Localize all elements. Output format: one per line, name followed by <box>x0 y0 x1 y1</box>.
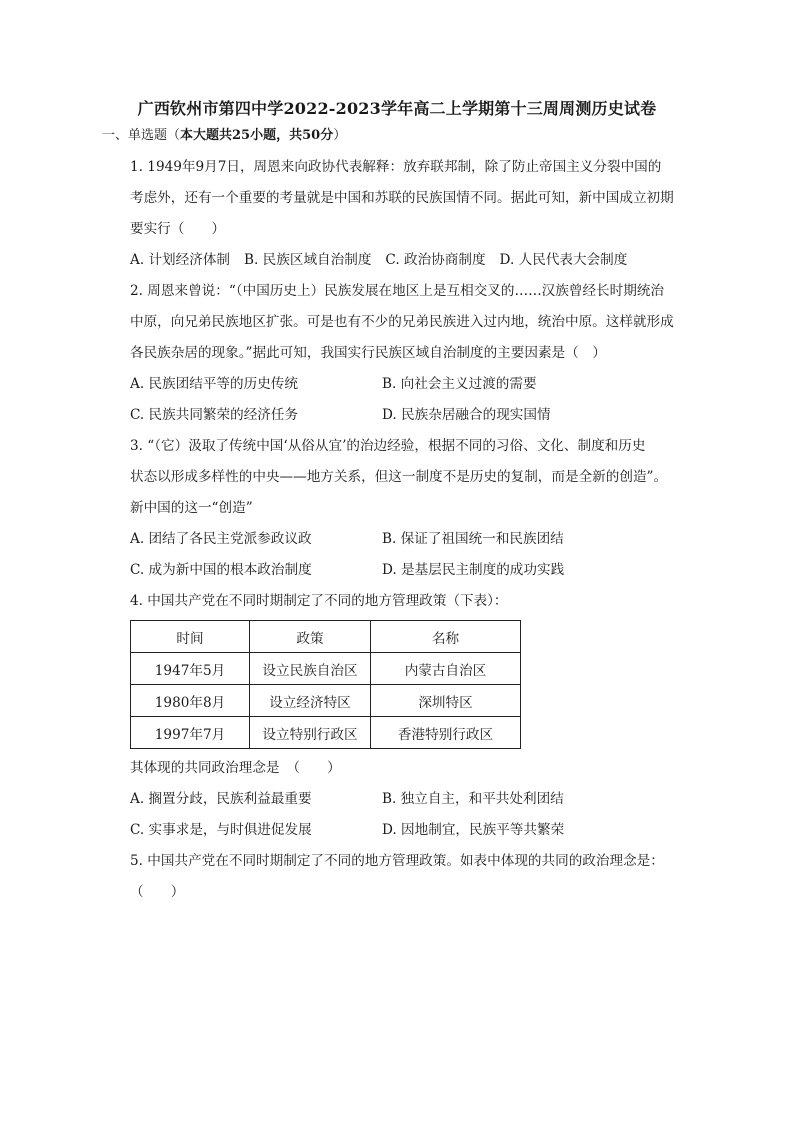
question-line: 新中国的这一“创造” <box>130 500 253 516</box>
section-label: 一、单选题（ <box>102 128 181 143</box>
option-d[interactable]: D. 因地制宜，民族平等共繁荣 <box>382 822 565 838</box>
question-line: 1. 1949年9月7日，周恩来向政协代表解释：放弃联邦制，除了防止帝国主义分裂中国的 <box>130 159 662 175</box>
question-line: 中原，向兄弟民族地区扩张。可是也有不少的兄弟民族进入过内地，统治中原。这样就形成 <box>130 314 674 330</box>
question-list <box>130 152 700 908</box>
table-row <box>131 685 521 717</box>
policy-table <box>130 620 521 749</box>
question-3 <box>130 431 700 586</box>
option-a[interactable]: A. 计划经济体制 <box>130 252 231 268</box>
section-heading <box>102 124 346 143</box>
table-cell: 1980年8月 <box>131 685 250 717</box>
question-line: 4. 中国共产党在不同时期制定了不同的地方管理政策（下表）： <box>130 593 508 609</box>
option-d[interactable]: D. 是基层民主制度的成功实践 <box>382 562 565 578</box>
question-5 <box>130 846 700 908</box>
table-cell: 设立特别行政区 <box>250 717 371 749</box>
table-row <box>131 717 521 749</box>
option-a[interactable]: A. 民族团结平等的历史传统 <box>130 376 298 392</box>
question-4 <box>130 586 700 846</box>
table-header-row <box>131 621 521 653</box>
table-cell: 深圳特区 <box>371 685 521 717</box>
option-b[interactable]: B. 独立自主，和平共处利团结 <box>382 791 564 807</box>
question-line: 要实行（ ） <box>130 221 226 237</box>
option-c[interactable]: C. 实事求是，与时俱进促发展 <box>130 822 312 838</box>
options-row <box>130 524 700 555</box>
option-d[interactable]: D. 人民代表大会制度 <box>499 252 628 268</box>
table-row <box>131 653 521 685</box>
section-detail: 本大题共25小题，共50分 <box>180 128 334 143</box>
options-row <box>130 245 700 276</box>
question-line: 5. 中国共产党在不同时期制定了不同的地方管理政策。如表中体现的共同的政治理念是： <box>130 853 664 869</box>
table-cell: 内蒙古自治区 <box>371 653 521 685</box>
option-b[interactable]: B. 向社会主义过渡的需要 <box>382 376 537 392</box>
table-cell: 设立经济特区 <box>250 685 371 717</box>
option-a[interactable]: A. 搁置分歧，民族利益最重要 <box>130 791 312 807</box>
option-c[interactable]: C. 政治协商制度 <box>385 252 486 268</box>
table-header-cell: 时间 <box>131 621 250 653</box>
question-line: 状态以形成多样性的中央——地方关系，但这一制度不是历史的复制，而是全新的创造”。 <box>130 469 668 485</box>
options-row <box>130 400 700 431</box>
options-row <box>130 784 700 815</box>
options-row <box>130 815 700 846</box>
question-line: 2. 周恩来曾说：“（中国历史上）民族发展在地区上是互相交叉的……汉族曾经长时期统治 <box>130 283 665 299</box>
option-a[interactable]: A. 团结了各民主党派参政议政 <box>130 531 312 547</box>
question-2 <box>130 276 700 431</box>
option-b[interactable]: B. 保证了祖国统一和民族团结 <box>382 531 564 547</box>
table-cell: 1997年7月 <box>131 717 250 749</box>
question-line: 3. “（它）汲取了传统中国‘从俗从宜’的治边经验，根据不同的习俗、文化、制度和历史 <box>130 438 646 454</box>
table-header-cell: 名称 <box>371 621 521 653</box>
question-line: 考虑外，还有一个重要的考量就是中国和苏联的民族国情不同。据此可知，新中国成立初期 <box>130 190 674 206</box>
table-header-cell: 政策 <box>250 621 371 653</box>
option-c[interactable]: C. 成为新中国的根本政治制度 <box>130 562 312 578</box>
table-cell: 1947年5月 <box>131 653 250 685</box>
section-close: ） <box>333 128 347 143</box>
table-cell: 设立民族自治区 <box>250 653 371 685</box>
option-c[interactable]: C. 民族共同繁荣的经济任务 <box>130 407 299 423</box>
options-row <box>130 369 700 400</box>
question-1 <box>130 152 700 276</box>
question-line: 其体现的共同政治理念是 （ ） <box>130 760 341 776</box>
page-title: 广西钦州市第四中学2022-2023学年高二上学期第十三周周测历史试卷 <box>137 99 657 118</box>
question-line: 各民族杂居的现象。”据此可知，我国实行民族区域自治制度的主要因素是（ ） <box>130 345 606 361</box>
table-cell: 香港特别行政区 <box>371 717 521 749</box>
option-d[interactable]: D. 民族杂居融合的现实国情 <box>382 407 551 423</box>
question-line: （ ） <box>130 884 185 900</box>
option-b[interactable]: B. 民族区域自治制度 <box>244 252 372 268</box>
options-row <box>130 555 700 586</box>
